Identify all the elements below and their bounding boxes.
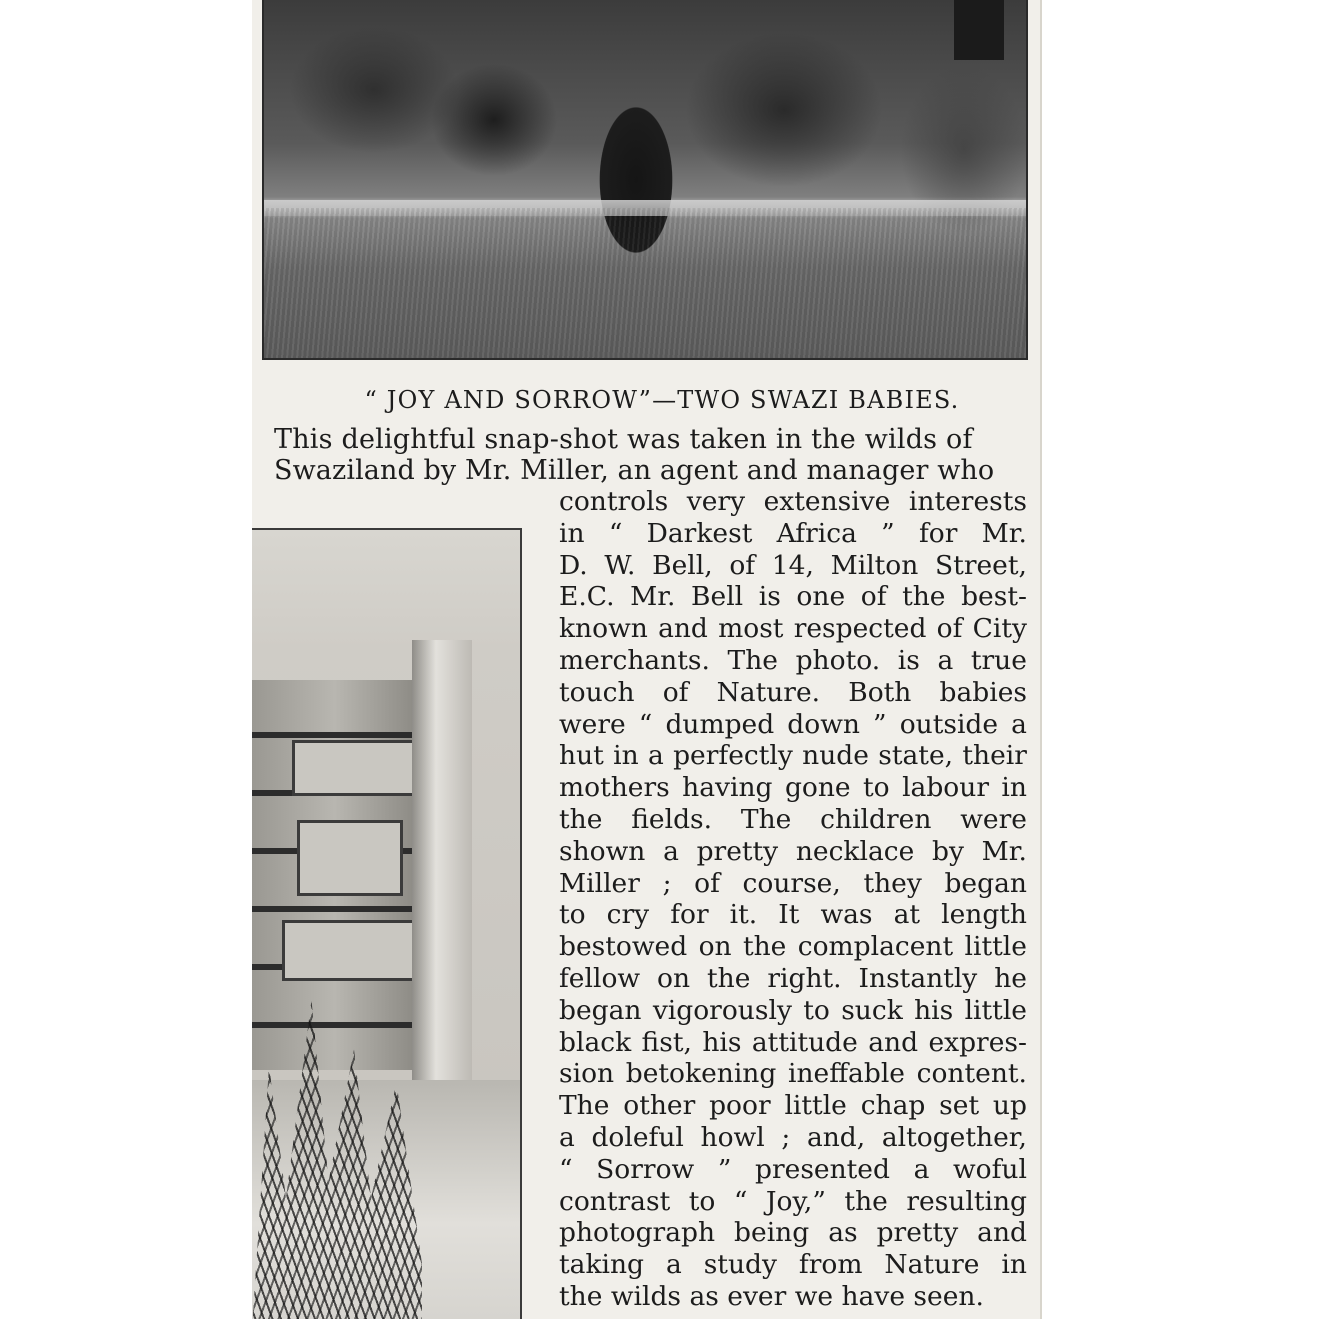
article-line: taking a study from Nature in — [559, 1249, 1027, 1281]
lawn — [264, 208, 1026, 358]
article-line: hut in a perfectly nude state, their — [559, 740, 1027, 772]
article-line: to cry for it. It was at length — [559, 899, 1027, 931]
article-line: merchants. The photo. is a true — [559, 644, 1027, 676]
article-line: known and most respected of City — [559, 613, 1027, 645]
wall-stone — [297, 820, 403, 896]
wall-stone — [292, 740, 418, 796]
article-line: sion betokening ineffable content. — [559, 1058, 1027, 1090]
garden-photograph — [262, 0, 1028, 360]
article-line: “ Sorrow ” presented a woful — [559, 1153, 1027, 1185]
article-line: the wilds as ever we have seen. — [559, 1280, 984, 1312]
article-line: The other poor little chap set up — [559, 1090, 1027, 1122]
house-window — [954, 0, 1004, 60]
article-line: began vigorously to suck his little — [559, 994, 1027, 1026]
article-line: fellow on the right. Instantly he — [559, 962, 1027, 994]
article-line: E.C. Mr. Bell is one of the best- — [559, 581, 1027, 613]
article-line: shown a pretty necklace by Mr. — [559, 835, 1027, 867]
article-lead-line-2: Swaziland by Mr. Miller, an agent and manager who — [274, 455, 995, 486]
article-line: Miller ; of course, they began — [559, 867, 1027, 899]
article-line: D. W. Bell, of 14, Milton Street, — [559, 549, 1027, 581]
article-lead-line-1: This delightful snap-shot was taken in the wilds of — [274, 424, 973, 455]
article-line: contrast to “ Joy,” the resulting — [559, 1185, 1027, 1217]
article-line: photograph being as pretty and — [559, 1217, 1027, 1249]
article-line: touch of Nature. Both babies — [559, 676, 1027, 708]
article-line: were “ dumped down ” outside a — [559, 708, 1027, 740]
doorway-pillar — [412, 640, 472, 1090]
article-line: a doleful howl ; and, altogether, — [559, 1121, 1027, 1153]
article-line: the fields. The children were — [559, 803, 1027, 835]
article-line: bestowed on the complacent little — [559, 931, 1027, 963]
article-column — [559, 486, 1027, 1313]
article-line: mothers having gone to labour in — [559, 772, 1027, 804]
article-line: controls very extensive interests — [559, 486, 1027, 517]
wall-stone — [282, 920, 418, 981]
photo-caption: “ JOY AND SORROW”—TWO SWAZI BABIES. — [364, 386, 960, 414]
article-line: in “ Darkest Africa ” for Mr. — [559, 517, 1027, 549]
newspaper-clipping — [252, 0, 1042, 1319]
hut-wall-photograph — [252, 528, 522, 1319]
article-line: black fist, his attitude and expres- — [559, 1026, 1027, 1058]
